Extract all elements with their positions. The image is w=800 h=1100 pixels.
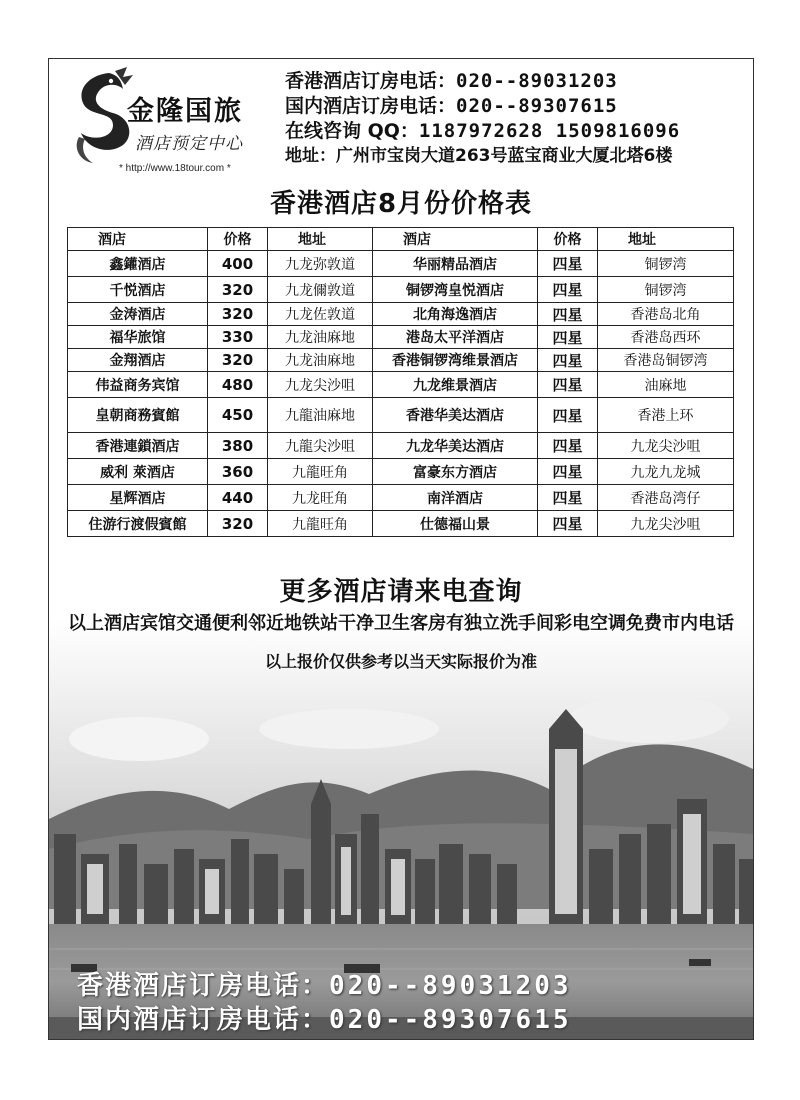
footer-hk-label: 香港酒店订房电话： [77,971,330,1001]
hotel-address: 香港岛西环 [598,326,734,349]
logo [69,67,269,177]
more-hotels-heading: 更多酒店请来电查询 [279,577,523,607]
table-row [68,277,734,303]
footer-hk-phone [77,965,572,1002]
hotel-address: 九龙弥敦道 [268,251,373,277]
footer-cn-number[interactable]: 020--89307615 [329,1005,572,1035]
hotel-name: 仕德福山景 [373,511,538,537]
table-row [68,398,734,433]
header-hotel: 酒店 [68,228,208,251]
hotel-address: 九龙尖沙咀 [268,372,373,398]
cn-phone-label: 国内酒店订房电话： [285,95,457,117]
hotel-name: 香港铜锣湾维景酒店 [373,349,538,372]
hotel-address: 九龙旺角 [268,485,373,511]
hotel-price: 320 [208,349,268,372]
hotel-price: 四星 [538,251,598,277]
hk-phone-number[interactable]: 020--89031203 [456,70,618,92]
hotel-name: 九龙华美达酒店 [373,433,538,459]
hotel-name: 星辉酒店 [68,485,208,511]
hotel-price: 四星 [538,349,598,372]
hotel-price: 四星 [538,277,598,303]
hotel-name: 住游行渡假賓館 [68,511,208,537]
hotel-name: 皇朝商務賓館 [68,398,208,433]
qq-line [285,119,753,144]
hotel-price: 四星 [538,303,598,326]
hotel-address: 香港上环 [598,398,734,433]
header-hotel: 酒店 [373,228,538,251]
hotel-address: 香港岛湾仔 [598,485,734,511]
hotel-price: 四星 [538,372,598,398]
cn-phone-number[interactable]: 020--89307615 [456,95,618,117]
hotel-address: 九龙尖沙咀 [598,511,734,537]
hk-phone-label: 香港酒店订房电话： [285,70,457,92]
header-price: 价格 [538,228,598,251]
table-row [68,459,734,485]
hotel-address: 九龍油麻地 [268,398,373,433]
hotel-name: 威利 萊酒店 [68,459,208,485]
qq-label: 在线咨询 QQ： [285,120,419,142]
table-row [68,326,734,349]
hotel-price: 四星 [538,398,598,433]
hotel-address: 铜锣湾 [598,251,734,277]
cn-phone-line [285,94,753,119]
hotel-price: 360 [208,459,268,485]
hotel-name: 华丽精品酒店 [373,251,538,277]
logo-url[interactable]: * http://www.18tour.com * [119,163,231,174]
hotel-address: 香港岛北角 [598,303,734,326]
hotel-address: 九龙儞敦道 [268,277,373,303]
hotel-price: 330 [208,326,268,349]
hotel-price: 480 [208,372,268,398]
table-row [68,372,734,398]
address: 地址：广州市宝岗大道263号蓝宝商业大厦北塔6楼 [285,146,673,166]
hotel-name: 南洋酒店 [373,485,538,511]
qq-numbers[interactable]: 1187972628 1509816096 [418,120,681,142]
hotel-address: 九龍旺角 [268,459,373,485]
hotel-address: 九龍尖沙咀 [268,433,373,459]
hotel-price: 320 [208,511,268,537]
hotel-name: 金涛酒店 [68,303,208,326]
logo-subtitle: 酒店预定中心 [135,134,243,154]
header-address: 地址 [268,228,373,251]
hotel-address: 油麻地 [598,372,734,398]
hotel-name: 九龙维景酒店 [373,372,538,398]
hotel-name: 富豪东方酒店 [373,459,538,485]
price-note: 以上报价仅供参考以当天实际报价为准 [264,652,537,671]
header-price: 价格 [208,228,268,251]
hotel-description: 以上酒店宾馆交通便利邻近地铁站干净卫生客房有独立洗手间彩电空调免费市内电话 [68,613,734,634]
hotel-address: 香港岛铜锣湾 [598,349,734,372]
table-row [68,433,734,459]
hotel-name: 北角海逸酒店 [373,303,538,326]
hotel-price: 四星 [538,433,598,459]
hotel-address: 九龙尖沙咀 [598,433,734,459]
hotel-price: 400 [208,251,268,277]
hotel-price: 四星 [538,326,598,349]
hotel-price: 380 [208,433,268,459]
hotel-name: 香港华美达酒店 [373,398,538,433]
footer-hk-number[interactable]: 020--89031203 [329,971,572,1001]
hotel-name: 香港連鎖酒店 [68,433,208,459]
table-header-row [68,228,734,251]
hotel-name: 福华旅馆 [68,326,208,349]
hk-phone-line [285,69,753,94]
footer-cn-phone [77,999,572,1036]
poster [48,58,754,1040]
price-table [67,227,734,537]
hotel-name: 千悦酒店 [68,277,208,303]
hotel-price: 320 [208,277,268,303]
table-row [68,303,734,326]
hotel-name: 铜锣湾皇悦酒店 [373,277,538,303]
hotel-address: 九龙油麻地 [268,326,373,349]
contact-info [285,69,753,169]
hotel-address: 铜锣湾 [598,277,734,303]
hotel-address: 九龍旺角 [268,511,373,537]
hotel-price: 四星 [538,511,598,537]
hotel-address: 九龙九龙城 [598,459,734,485]
hotel-price: 450 [208,398,268,433]
table-row [68,349,734,372]
hotel-address: 九龙油麻地 [268,349,373,372]
footer-cn-label: 国内酒店订房电话： [77,1005,330,1035]
table-row [68,251,734,277]
hotel-price: 四星 [538,485,598,511]
hotel-name: 金翔酒店 [68,349,208,372]
hotel-name: 港岛太平洋酒店 [373,326,538,349]
hotel-name: 伟益商务宾馆 [68,372,208,398]
page-title: 香港酒店8月份价格表 [269,189,533,219]
hotel-price: 320 [208,303,268,326]
header-address: 地址 [598,228,734,251]
hotel-address: 九龙佐敦道 [268,303,373,326]
table-row [68,511,734,537]
hotel-price: 四星 [538,459,598,485]
hotel-price: 440 [208,485,268,511]
table-row [68,485,734,511]
hotel-name: 鑫鑵酒店 [68,251,208,277]
logo-title: 金隆国旅 [127,96,243,127]
